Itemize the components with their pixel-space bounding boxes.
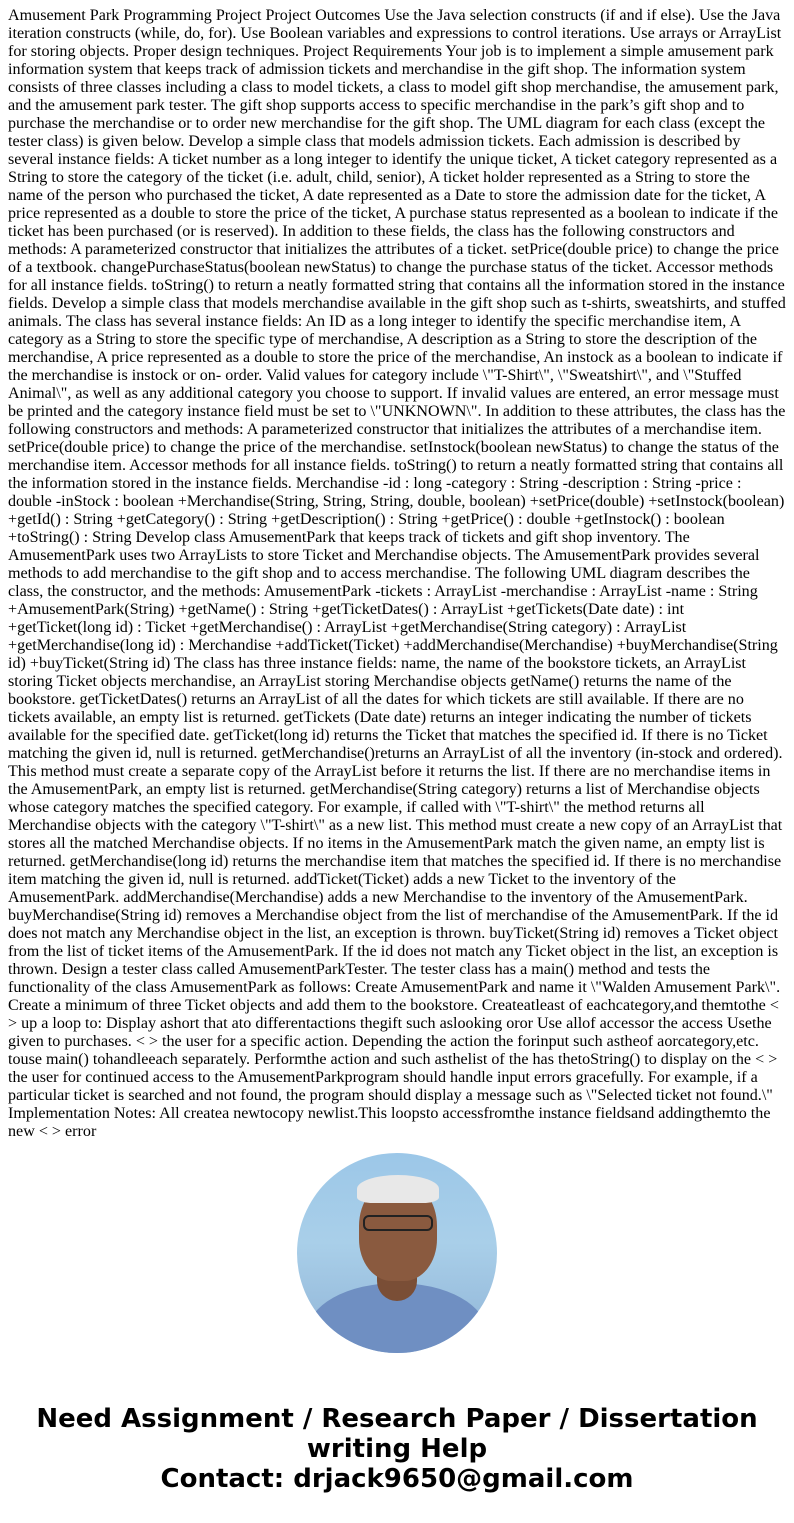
avatar-glasses <box>363 1215 433 1231</box>
contact-email: Contact: drjack9650@gmail.com <box>160 1464 634 1494</box>
avatar-hair <box>357 1175 439 1203</box>
help-heading: Need Assignment / Research Paper / Dissertation writing Help <box>36 1404 758 1464</box>
contact-banner <box>0 1404 794 1494</box>
author-avatar <box>297 1153 497 1353</box>
assignment-text: Amusement Park Programming Project Project Outcomes Use the Java selection constructs (if and if else). Use the Java iteration constructs (while, do, for). Use Boolean variables and expressions to control iterations. Use arrays or ArrayList for storing objects. Proper design techniques. Project Requirements Your job is to implement a simple amusement park information system that keeps track of admission tickets and merchandise in the gift shop. The information system consists of three classes including a class to model tickets, a class to model gift shop merchandise, the amusement park, and the amusement park tester. The gift shop supports access to specific merchandise in the park’s gift shop and to purchase the merchandise or to order new merchandise for the gift shop. The UML diagram for each class (except the tester class) is given below. Develop a simple class that models admission tickets. Each admission is described by several instance fields: A ticket number as a long integer to identify the unique ticket, A ticket category represented as a String to store the category of the ticket (i.e. adult, child, senior), A ticket holder represented as a String to store the name of the person who purchased the ticket, A date represented as a Date to store the admission date for the ticket, A price represented as a double to store the price of the ticket, A purchase status represented as a boolean to indicate if the ticket has been purchased (or is reserved). In addition to these fields, the class has the following constructors and methods: A parameterized constructor that initializes the attributes of a ticket. setPrice(double price) to change the price of a textbook. changePurchaseStatus(boolean newStatus) to change the purchase status of the ticket. Accessor methods for all instance fields. toString() to return a neatly formatted string that contains all the information stored in the instance fields. Develop a simple class that models merchandise available in the gift shop such as t-shirts, sweatshirts, and stuffed animals. The class has several instance fields: An ID as a long integer to identify the specific merchandise item, A category as a String to store the specific type of merchandise, A description as a String to store the description of the merchandise, A price represented as a double to store the price of the merchandise, An instock as a boolean to indicate if the merchandise is instock or on- order. Valid values for category include \"T-Shirt\", \"Sweatshirt\", and \"Stuffed Animal\", as well as any additional category you choose to support. If invalid values are entered, an error message must be printed and the category instance field must be set to \"UNKNOWN\". In addition to these attributes, the class has the following constructors and methods: A parameterized constructor that initializes the attributes of a merchandise item. setPrice(double price) to change the price of the merchandise. setInstock(boolean newStatus) to change the status of the merchandise item. Accessor methods for all instance fields. toString() to return a neatly formatted string that contains all the information stored in the instance fields. Merchandise -id : long -category : String -description : String -price : double -inStock : boolean +Merchandise(String, String, String, double, boolean) +setPrice(double) +setInstock(boolean) +getId() : String +getCategory() : String +getDescription() : String +getPrice() : double +getInstock() : boolean +toString() : String Develop class AmusementPark that keeps track of tickets and gift shop inventory. The AmusementPark uses two ArrayLists to store Ticket and Merchandise objects. The AmusementPark provides several methods to add merchandise to the gift shop and to access merchandise. The following UML diagram describes the class, the constructor, and the methods: AmusementPark -tickets : ArrayList -merchandise : ArrayList -name : String +AmusementPark(String) +getName() : String +getTicketDates() : ArrayList +getTickets(Date date) : int +getTicket(long id) : Ticket +getMerchandise() : ArrayList +getMerchandise(String category) : ArrayList +getMerchandise(long id) : Merchandise +addTicket(Ticket) +addMerchandise(Merchandise) +buyMerchandise(String id) +buyTicket(String id) The class has three instance fields: name, the name of the bookstore tickets, an ArrayList storing Ticket objects merchandise, an ArrayList storing Merchandise objects getName() returns the name of the bookstore. getTicketDates() returns an ArrayList of all the dates for which tickets are still available. If there are no tickets available, an empty list is returned. getTickets (Date date) returns an integer indicating the number of tickets available for the specified date. getTicket(long id) returns the Ticket that matches the specified id. If there is no Ticket matching the given id, null is returned. getMerchandise()returns an ArrayList of all the inventory (in-stock and ordered). This method must create a separate copy of the ArrayList before it returns the list. If there are no merchandise items in the AmusementPark, an empty list is returned. getMerchandise(String category) returns a list of Merchandise objects whose category matches the specified category. For example, if called with \"T-shirt\" the method returns all Merchandise objects with the category \"T-shirt\" as a new list. This method must create a new copy of an ArrayList that stores all the matched Merchandise objects. If no items in the AmusementPark match the given name, an empty list is returned. getMerchandise(long id) returns the merchandise item that matches the specified id. If there is no merchandise item matching the given id, null is returned. addTicket(Ticket) adds a new Ticket to the inventory of the AmusementPark. addMerchandise(Merchandise) adds a new Merchandise to the inventory of the AmusementPark. buyMerchandise(String id) removes a Merchandise object from the list of merchandise of the AmusementPark. If the id does not match any Merchandise object in the list, an exception is thrown. buyTicket(String id) removes a Ticket object from the list of ticket items of the AmusementPark. If the id does not match any Ticket object in the list, an exception is thrown. Design a tester class called AmusementParkTester. The tester class has a main() method and tests the functionality of the class AmusementPark as follows: Create AmusementPark and name it \"Walden Amusement Park\". Create a minimum of three Ticket objects and add them to the bookstore. Createatleast of eachcategory,and themtothe < > up a loop to: Display ashort that ato differentactions thegift such aslooking oror Use allof accessor the access Usethe given to purchases. < > the user for a specific action. Depending the action the forinput such astheof aorcategory,etc. touse main() tohandleeach separately. Performthe action and such asthelist of the has thetoString() to display on the < > the user for continued access to the AmusementParkprogram should handle input errors gracefully. For example, if a particular ticket is searched and not found, the program should display a message such as \"Selected ticket not found.\" Implementation Notes: All createa newtocopy newlist.This loopsto accessfromthe instance fieldsand addingthemto the new < > error <box>8 7 786 1140</box>
